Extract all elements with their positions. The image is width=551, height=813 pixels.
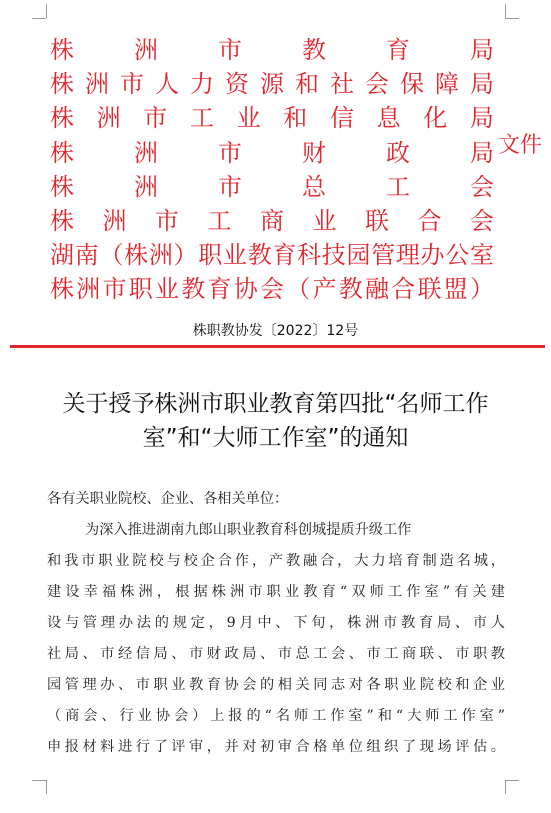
authority-char: 合 (417, 207, 442, 236)
title-line: 室”和“大师工作室”的通知 (142, 425, 409, 451)
authority-char: 株 (50, 275, 74, 304)
authority-char: 和 (295, 70, 319, 99)
authority-line (50, 33, 494, 67)
authority-line (50, 67, 494, 101)
document-body (47, 484, 505, 763)
authority-char: 市 (218, 138, 242, 167)
crop-mark-top-right (505, 18, 519, 19)
authority-char: 工 (189, 104, 214, 133)
authority-char: 息 (376, 104, 401, 133)
authority-char: 市 (218, 172, 242, 201)
authority-char: （ (99, 241, 124, 270)
authority-char: 办 (420, 241, 445, 270)
authority-char: 和 (283, 104, 308, 133)
authority-char: 障 (435, 70, 459, 99)
authority-char: 会 (470, 172, 494, 201)
authority-char: 社 (330, 70, 354, 99)
authority-char: 市 (143, 104, 168, 133)
authority-char: 财 (302, 138, 326, 167)
document-title (30, 387, 521, 455)
authority-char: 会 (365, 70, 389, 99)
authority-char: 工 (207, 207, 232, 236)
authority-char: 工 (386, 172, 410, 201)
authority-char: 洲 (96, 104, 121, 133)
authority-line (50, 272, 494, 306)
salutation: 各有关职业院校、企业、各相关单位： (47, 491, 289, 507)
paragraph-line: 社局、市经信局、市财政局、市总工会、市工商联、市职教 (47, 646, 505, 662)
authority-char: 洲 (134, 36, 158, 65)
authority-char: 湖 (50, 241, 74, 270)
authority-char: 会 (470, 207, 494, 236)
crop-mark-top-left (32, 18, 46, 19)
authority-char: 协 (233, 275, 258, 304)
authority-char: 总 (302, 172, 326, 201)
paragraph-line: 为深入推进湖南九郎山职业教育科创城提质升级工作 (85, 522, 412, 538)
authority-char: 局 (469, 104, 494, 133)
authority-char: 室 (469, 241, 494, 270)
authority-char: （ (286, 275, 311, 304)
authority-char: 洲 (134, 138, 158, 167)
document-number: 株职教协发〔2022〕12号 (192, 323, 359, 339)
authority-char: 业 (236, 104, 261, 133)
authority-char: 联 (417, 275, 442, 304)
authority-char: 合 (391, 275, 416, 304)
authority-char: ） (470, 275, 494, 304)
authority-char: 业 (312, 207, 337, 236)
authority-line (50, 101, 494, 135)
authority-line (50, 204, 494, 238)
authority-char: 株 (50, 138, 74, 167)
authority-char: 理 (395, 241, 420, 270)
authority-char: 教 (338, 275, 363, 304)
authority-char: 南 (74, 241, 99, 270)
issuing-authorities (50, 33, 494, 307)
authority-char: 育 (386, 36, 410, 65)
authority-line (50, 170, 494, 204)
paragraph-line: 建设幸福株洲，根据株洲市职业教育“双师工作室”有关建 (47, 584, 505, 600)
crop-mark-top-right-v (505, 4, 506, 18)
authority-char: 业 (155, 275, 179, 304)
authority-char: 保 (400, 70, 424, 99)
authority-char: 局 (470, 70, 494, 99)
authority-char: 市 (155, 207, 179, 236)
authority-char: 洲 (134, 172, 158, 201)
authority-char: 局 (470, 138, 494, 167)
paragraph-line: （商会、行业协会）上报的“名师工作室”和“大师工作室” (47, 708, 505, 724)
authority-char: 人 (155, 70, 179, 99)
authority-char: 源 (260, 70, 284, 99)
authority-char: 市 (102, 275, 127, 304)
authority-char: 会 (260, 275, 284, 304)
paragraph-line: 申报材料进行了评审，并对初审合格单位组织了现场评估。 (47, 739, 505, 755)
authority-char: 株 (50, 70, 74, 99)
authority-char: 职 (128, 275, 153, 304)
document-suffix: 文件 (498, 133, 543, 158)
crop-mark-bottom-left (32, 780, 46, 781)
paragraph-line: 园管理办、市职业教育协会的相关同志对各职业院校和企业 (47, 677, 505, 693)
authority-char: 商 (260, 207, 284, 236)
authority-char: 洲 (102, 207, 127, 236)
red-header-rule (10, 345, 545, 348)
authority-char: 洲 (76, 275, 101, 304)
paragraph-line: 和我市职业院校与校企合作，产教融合，大力培育制造名城， (47, 553, 505, 569)
authority-char: 株 (50, 172, 74, 201)
authority-char: 联 (365, 207, 389, 236)
crop-mark-bottom-right-v (505, 780, 506, 794)
title-line: 关于授予株洲市职业教育第四批“名师工作 (62, 391, 489, 417)
crop-mark-top-left-v (46, 4, 47, 18)
authority-char: 株 (124, 241, 149, 270)
authority-char: 市 (120, 70, 144, 99)
authority-char: 市 (218, 36, 242, 65)
authority-char: 力 (190, 70, 214, 99)
authority-line (50, 136, 494, 170)
authority-char: 育 (207, 275, 232, 304)
authority-char: 公 (445, 241, 470, 270)
authority-char: 园 (346, 241, 371, 270)
authority-char: 产 (312, 275, 337, 304)
authority-char: 洲 (85, 70, 109, 99)
authority-char: 株 (50, 104, 74, 133)
authority-char: 信 (329, 104, 354, 133)
authority-char: 融 (365, 275, 389, 304)
paragraph-line: 设与管理办法的规定，9月中、下旬，株洲市教育局、市人 (47, 615, 505, 631)
authority-char: 局 (470, 36, 494, 65)
authority-char: 育 (272, 241, 297, 270)
authority-char: 管 (371, 241, 396, 270)
authority-char: 盟 (443, 275, 468, 304)
authority-char: 株 (50, 207, 74, 236)
authority-char: 株 (50, 36, 74, 65)
crop-mark-bottom-left-v (46, 780, 47, 794)
authority-char: 技 (321, 241, 346, 270)
authority-char: 科 (297, 241, 322, 270)
authority-char: 教 (302, 36, 326, 65)
authority-char: 职 (198, 241, 223, 270)
authority-line (50, 238, 494, 272)
authority-char: 业 (222, 241, 247, 270)
authority-char: 教 (247, 241, 272, 270)
authority-char: 教 (181, 275, 206, 304)
authority-char: 政 (386, 138, 410, 167)
crop-mark-bottom-right (505, 780, 519, 781)
authority-char: 洲 (148, 241, 173, 270)
authority-char: 化 (423, 104, 448, 133)
authority-char: ） (173, 241, 198, 270)
authority-char: 资 (225, 70, 249, 99)
